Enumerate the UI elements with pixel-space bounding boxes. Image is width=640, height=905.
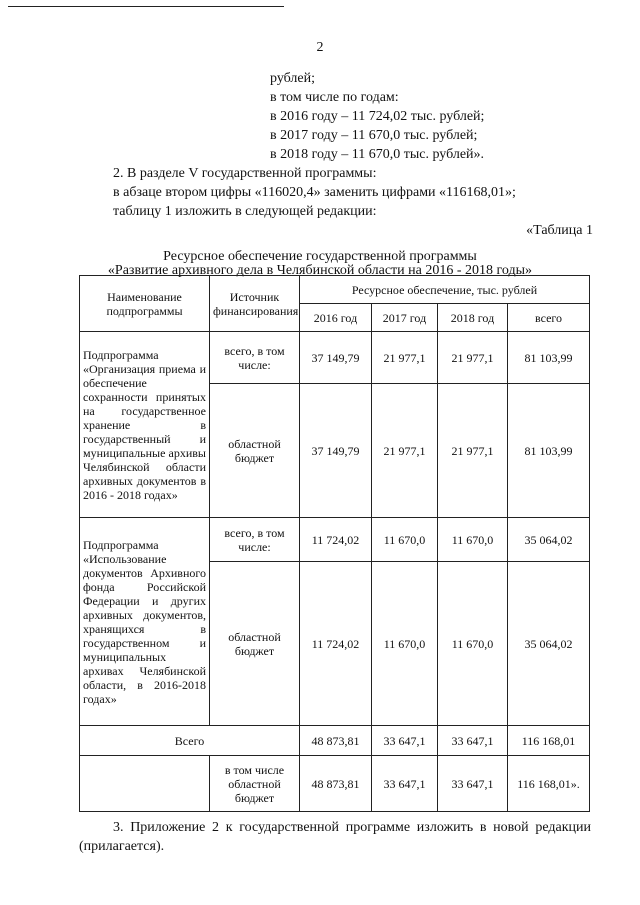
value-cell: 33 647,1 <box>372 756 438 812</box>
table-caption-line1: Ресурсное обеспечение государственной программы <box>163 249 477 264</box>
header-year: 2016 год <box>300 304 372 332</box>
table-label: «Таблица 1 <box>526 223 593 238</box>
regional-row <box>80 756 590 812</box>
value-cell: 37 149,79 <box>300 384 372 518</box>
text-line: в 2016 году – 11 724,02 тыс. рублей; <box>270 109 485 124</box>
value-cell: 11 670,0 <box>438 562 508 726</box>
value-cell: 11 724,02 <box>300 518 372 562</box>
value-cell: 21 977,1 <box>438 384 508 518</box>
value-cell: 33 647,1 <box>372 726 438 756</box>
value-cell: 11 670,0 <box>438 518 508 562</box>
table-row <box>80 518 590 562</box>
header-year: 2017 год <box>372 304 438 332</box>
header-name: Наименование подпрограммы <box>80 276 210 332</box>
value-cell: 21 977,1 <box>372 332 438 384</box>
value-cell: 116 168,01 <box>508 726 590 756</box>
value-cell: 48 873,81 <box>300 756 372 812</box>
text-line: в том числе по годам: <box>270 90 399 105</box>
text-line: в абзаце втором цифры «116020,4» заменить цифрами «116168,01»; <box>113 185 516 200</box>
value-cell: 35 064,02 <box>508 518 590 562</box>
header-source: Источник финансирования <box>210 276 300 332</box>
source-cell: в том числе областной бюджет <box>210 756 300 812</box>
value-cell: 37 149,79 <box>300 332 372 384</box>
total-row <box>80 726 590 756</box>
value-cell: 21 977,1 <box>438 332 508 384</box>
source-cell: областной бюджет <box>210 384 300 518</box>
text-line: таблицу 1 изложить в следующей редакции: <box>113 204 377 219</box>
page-number: 2 <box>316 40 324 55</box>
text-line: в 2017 году – 11 670,0 тыс. рублей; <box>270 128 478 143</box>
header-total: всего <box>508 304 590 332</box>
header-resource: Ресурсное обеспечение, тыс. рублей <box>300 276 590 304</box>
table-caption-line2: «Развитие архивного дела в Челябинской области на 2016 - 2018 годы» <box>107 263 533 278</box>
header-rule <box>8 6 284 7</box>
source-cell: областной бюджет <box>210 562 300 726</box>
value-cell: 11 670,0 <box>372 518 438 562</box>
value-cell: 11 670,0 <box>372 562 438 726</box>
value-cell: 81 103,99 <box>508 332 590 384</box>
table-row <box>80 332 590 384</box>
source-cell: всего, в том числе: <box>210 332 300 384</box>
subprogram-name: Подпрограмма «Использование документов Архивного фонда Российской Федерации и других архивных документов, хранящихся в государственном и муниципальных архивах Челябинской области, в 2016-2018 годах» <box>80 518 210 726</box>
closing-paragraph: 3. Приложение 2 к государственной программе изложить в новой редакции (прилагается). <box>79 820 591 854</box>
header-year: 2018 год <box>438 304 508 332</box>
empty-cell <box>80 756 210 812</box>
value-cell: 11 724,02 <box>300 562 372 726</box>
text-line: в 2018 году – 11 670,0 тыс. рублей». <box>270 147 485 162</box>
text-line: рублей; <box>270 71 315 86</box>
value-cell: 35 064,02 <box>508 562 590 726</box>
subprogram-name: Подпрограмма «Организация приема и обеспечение сохранности принятых на государственное хранение в государственный и муниципальные архивы Челябинской области архивных документов в 2016 - 2018 годах» <box>80 332 210 518</box>
value-cell: 21 977,1 <box>372 384 438 518</box>
value-cell: 33 647,1 <box>438 756 508 812</box>
text-line: 2. В разделе V государственной программы: <box>113 166 377 181</box>
value-cell: 48 873,81 <box>300 726 372 756</box>
value-cell: 116 168,01». <box>508 756 590 812</box>
source-cell: всего, в том числе: <box>210 518 300 562</box>
total-label: Всего <box>80 726 300 756</box>
value-cell: 33 647,1 <box>438 726 508 756</box>
resource-table <box>79 275 590 812</box>
value-cell: 81 103,99 <box>508 384 590 518</box>
